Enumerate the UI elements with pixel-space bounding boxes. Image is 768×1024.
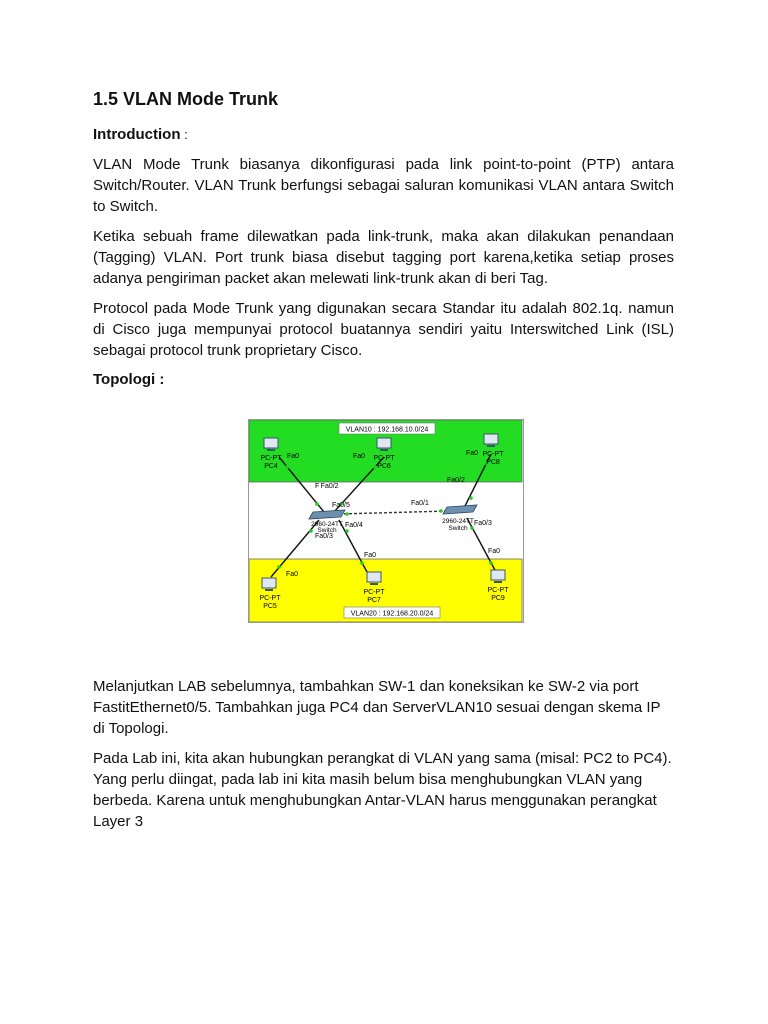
pc-base-icon (370, 583, 378, 585)
switch-icon (309, 510, 345, 519)
led (315, 502, 319, 506)
intro-suffix: : (180, 127, 188, 142)
pc-monitor-icon (264, 438, 278, 448)
trunk-link (339, 511, 449, 514)
port-label: Fa0 (488, 548, 501, 555)
port-label: Fa0/2 (447, 477, 465, 484)
switch1-model: 2960-24TT (311, 521, 343, 528)
led (439, 509, 443, 513)
topology-label: Topologi : (93, 371, 165, 388)
intro-label: Introduction (93, 126, 181, 143)
led (309, 529, 313, 533)
paragraph-1: VLAN Mode Trunk biasanya dikonfigurasi pada link point-to-point (PTP) antara Switch/Router. VLAN Trunk berfungsi sebagai saluran komunikasi VLAN antara Switch to Switch. (93, 156, 674, 215)
pc-monitor-icon (491, 570, 505, 580)
pc4-label: PC4 (264, 463, 278, 470)
pc5-label: PC5 (263, 603, 277, 610)
led (345, 512, 349, 516)
topology-diagram (248, 419, 524, 623)
switch1-name: Switch (317, 527, 337, 534)
led (469, 496, 473, 500)
switch-icon (443, 505, 477, 514)
port-label: Fa0 (364, 552, 377, 559)
pc-monitor-icon (484, 434, 498, 444)
pc6-label: PC6 (377, 463, 391, 470)
vlan20-label: VLAN20 : 192.168.20.0/24 (350, 610, 434, 618)
port-label: Fa0/3 (315, 533, 333, 540)
port-label: F Fa0/2 (315, 483, 339, 490)
port-label: Fa0/4 (345, 522, 363, 529)
pc-base-icon (265, 589, 273, 591)
pc-monitor-icon (367, 572, 381, 582)
pc-monitor-icon (262, 578, 276, 588)
after-paragraph-1: Melanjutkan LAB sebelumnya, tambahkan SW-1 dan koneksikan ke SW-2 via port FastitEthernet0/5. Tambahkan juga PC4 dan ServerVLAN10 sesuai dengan skema IP di Topologi. (93, 678, 661, 737)
switch2-model: 2960-24TT (442, 518, 474, 525)
pc-base-icon (380, 449, 388, 451)
document-body (93, 86, 674, 370)
port-label: Fa0/1 (411, 500, 429, 507)
led (360, 561, 364, 565)
pc4-type: PC-PT (260, 455, 282, 462)
led (489, 561, 493, 565)
pc7-label: PC7 (367, 597, 381, 604)
pc-base-icon (487, 445, 495, 447)
port-label: Fa0/3 (474, 520, 492, 527)
pc8-label: PC8 (486, 459, 500, 466)
pc-base-icon (267, 449, 275, 451)
pc9-label: PC9 (491, 595, 505, 602)
switch-1[interactable] (309, 510, 345, 534)
pc9-type: PC-PT (487, 587, 509, 594)
pc5-type: PC-PT (259, 595, 281, 602)
pc6-type: PC-PT (373, 455, 395, 462)
port-label: Fa0 (286, 571, 299, 578)
port-label: Fa0/5 (332, 502, 350, 509)
led (285, 465, 289, 469)
port-label: Fa0 (466, 450, 479, 457)
pc7-type: PC-PT (363, 589, 385, 596)
intro-line (93, 124, 674, 145)
switch2-name: Switch (448, 525, 468, 532)
paragraph-3: Protocol pada Mode Trunk yang digunakan secara Standar itu adalah 802.1q. namun di Cisco juga mempunyai protocol buatannya sendiri yaitu Interswitched Link (ISL) sebagai protocol trunk proprietary Cisco. (93, 300, 674, 359)
pc-base-icon (494, 581, 502, 583)
section-heading: 1.5 VLAN Mode Trunk (93, 89, 279, 109)
port-label: Fa0 (353, 453, 366, 460)
after-paragraph-2: Pada Lab ini, kita akan hubungkan perangkat di VLAN yang sama (misal: PC2 to PC4). Yang perlu diingat, pada lab ini kita masih belum bisa menghubungkan VLAN yang berbeda. Karena untuk menghubungkan Antar-VLAN harus menggunakan perangkat Layer 3 (93, 750, 672, 830)
pc-monitor-icon (377, 438, 391, 448)
paragraph-2: Ketika sebuah frame dilewatkan pada link-trunk, maka akan dilakukan penandaan (Tagging) VLAN. Port trunk biasa disebut tagging port karena,ketika setiap proses adanya pengiriman packet akan melewati link-trunk akan di beri Tag. (93, 228, 674, 287)
vlan10-label: VLAN10 : 192.168.10.0/24 (345, 426, 429, 434)
lab-instructions (93, 676, 674, 841)
pc8-type: PC-PT (482, 451, 504, 458)
led (277, 565, 281, 569)
led (345, 529, 349, 533)
topology-svg (249, 420, 523, 622)
port-label: Fa0 (287, 453, 300, 460)
